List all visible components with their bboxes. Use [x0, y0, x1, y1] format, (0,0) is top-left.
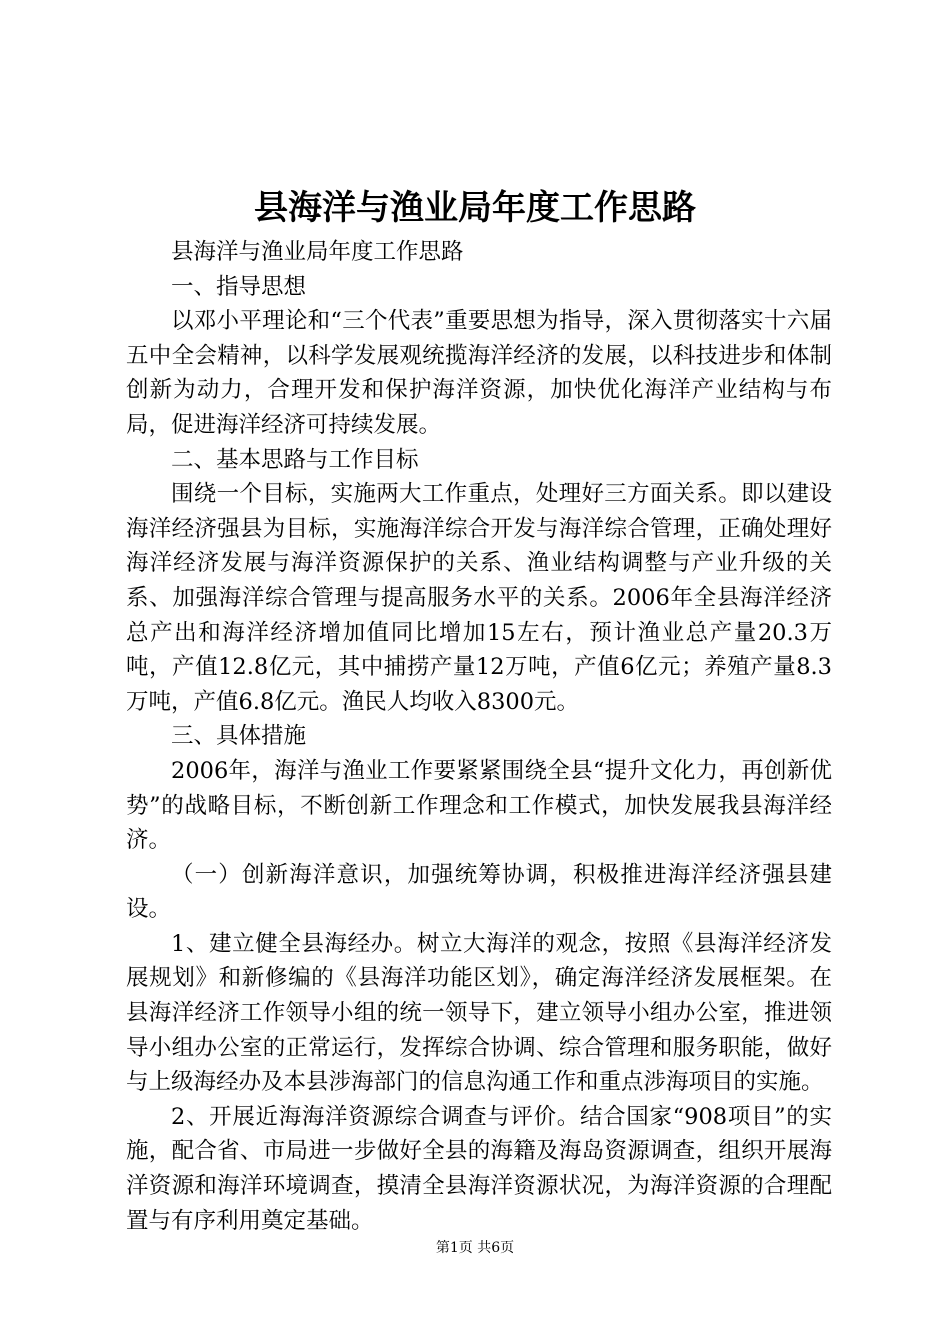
subtitle-paragraph: 县海洋与渔业局年度工作思路 — [171, 239, 464, 265]
document-title: 县海洋与渔业局年度工作思路 — [254, 188, 696, 228]
body-paragraph: 以邓小平理论和“三个代表”重要思想为指导，深入贯彻落实十六届五中全会精神，以科学发展观统揽海洋经济的发展，以科技进步和体制创新为动力，合理开发和保护海洋资源，加快优化海洋产业结构与布局，促进海洋经济可持续发展。 — [126, 308, 832, 438]
page-number-footer: 第1页 共6页 — [435, 1240, 515, 1256]
body-paragraph: 2006年，海洋与渔业工作要紧紧围绕全县“提升文化力，再创新优势”的战略目标，不断创新工作理念和工作模式，加快发展我县海洋经济。 — [126, 757, 832, 854]
section-heading-specific-measures: 三、具体措施 — [171, 723, 307, 750]
body-paragraph: 2、开展近海海洋资源综合调查与评价。结合国家“908项目”的实施，配合省、市局进一步做好全县的海籍及海岛资源调查，组织开展海洋资源和海洋环境调查，摸清全县海洋资源状况，为海洋资源的合理配置与有序利用奠定基础。 — [126, 1103, 832, 1234]
body-paragraph: 1、建立健全县海经办。树立大海洋的观念，按照《县海洋经济发展规划》和新修编的《县海洋功能区划》，确定海洋经济发展框架。在县海洋经济工作领导小组的统一领导下，建立领导小组办公室，推进领导小组办公室的正常运行，发挥综合协调、综合管理和服务职能，做好与上级海经办及本县涉海部门的信息沟通工作和重点涉海项目的实施。 — [126, 930, 832, 1096]
body-paragraph: 围绕一个目标，实施两大工作重点，处理好三方面关系。即以建设海洋经济强县为目标，实施海洋综合开发与海洋综合管理，正确处理好海洋经济发展与海洋资源保护的关系、渔业结构调整与产业升级的关系、加强海洋综合管理与提高服务水平的关系。2006年全县海洋经济总产出和海洋经济增加值同比增加15左右，预计渔业总产量20.3万吨，产值12.8亿元，其中捕捞产量12万吨，产值6亿元；养殖产量8.3万吨，产值6.8亿元。渔民人均收入8300元。 — [126, 481, 832, 715]
section-heading-basic-ideas: 二、基本思路与工作目标 — [171, 446, 419, 473]
subsection-heading: （一）创新海洋意识，加强统筹协调，积极推进海洋经济强县建设。 — [126, 861, 832, 923]
section-heading-guiding-ideology: 一、指导思想 — [171, 273, 307, 300]
document-body — [126, 235, 832, 1238]
